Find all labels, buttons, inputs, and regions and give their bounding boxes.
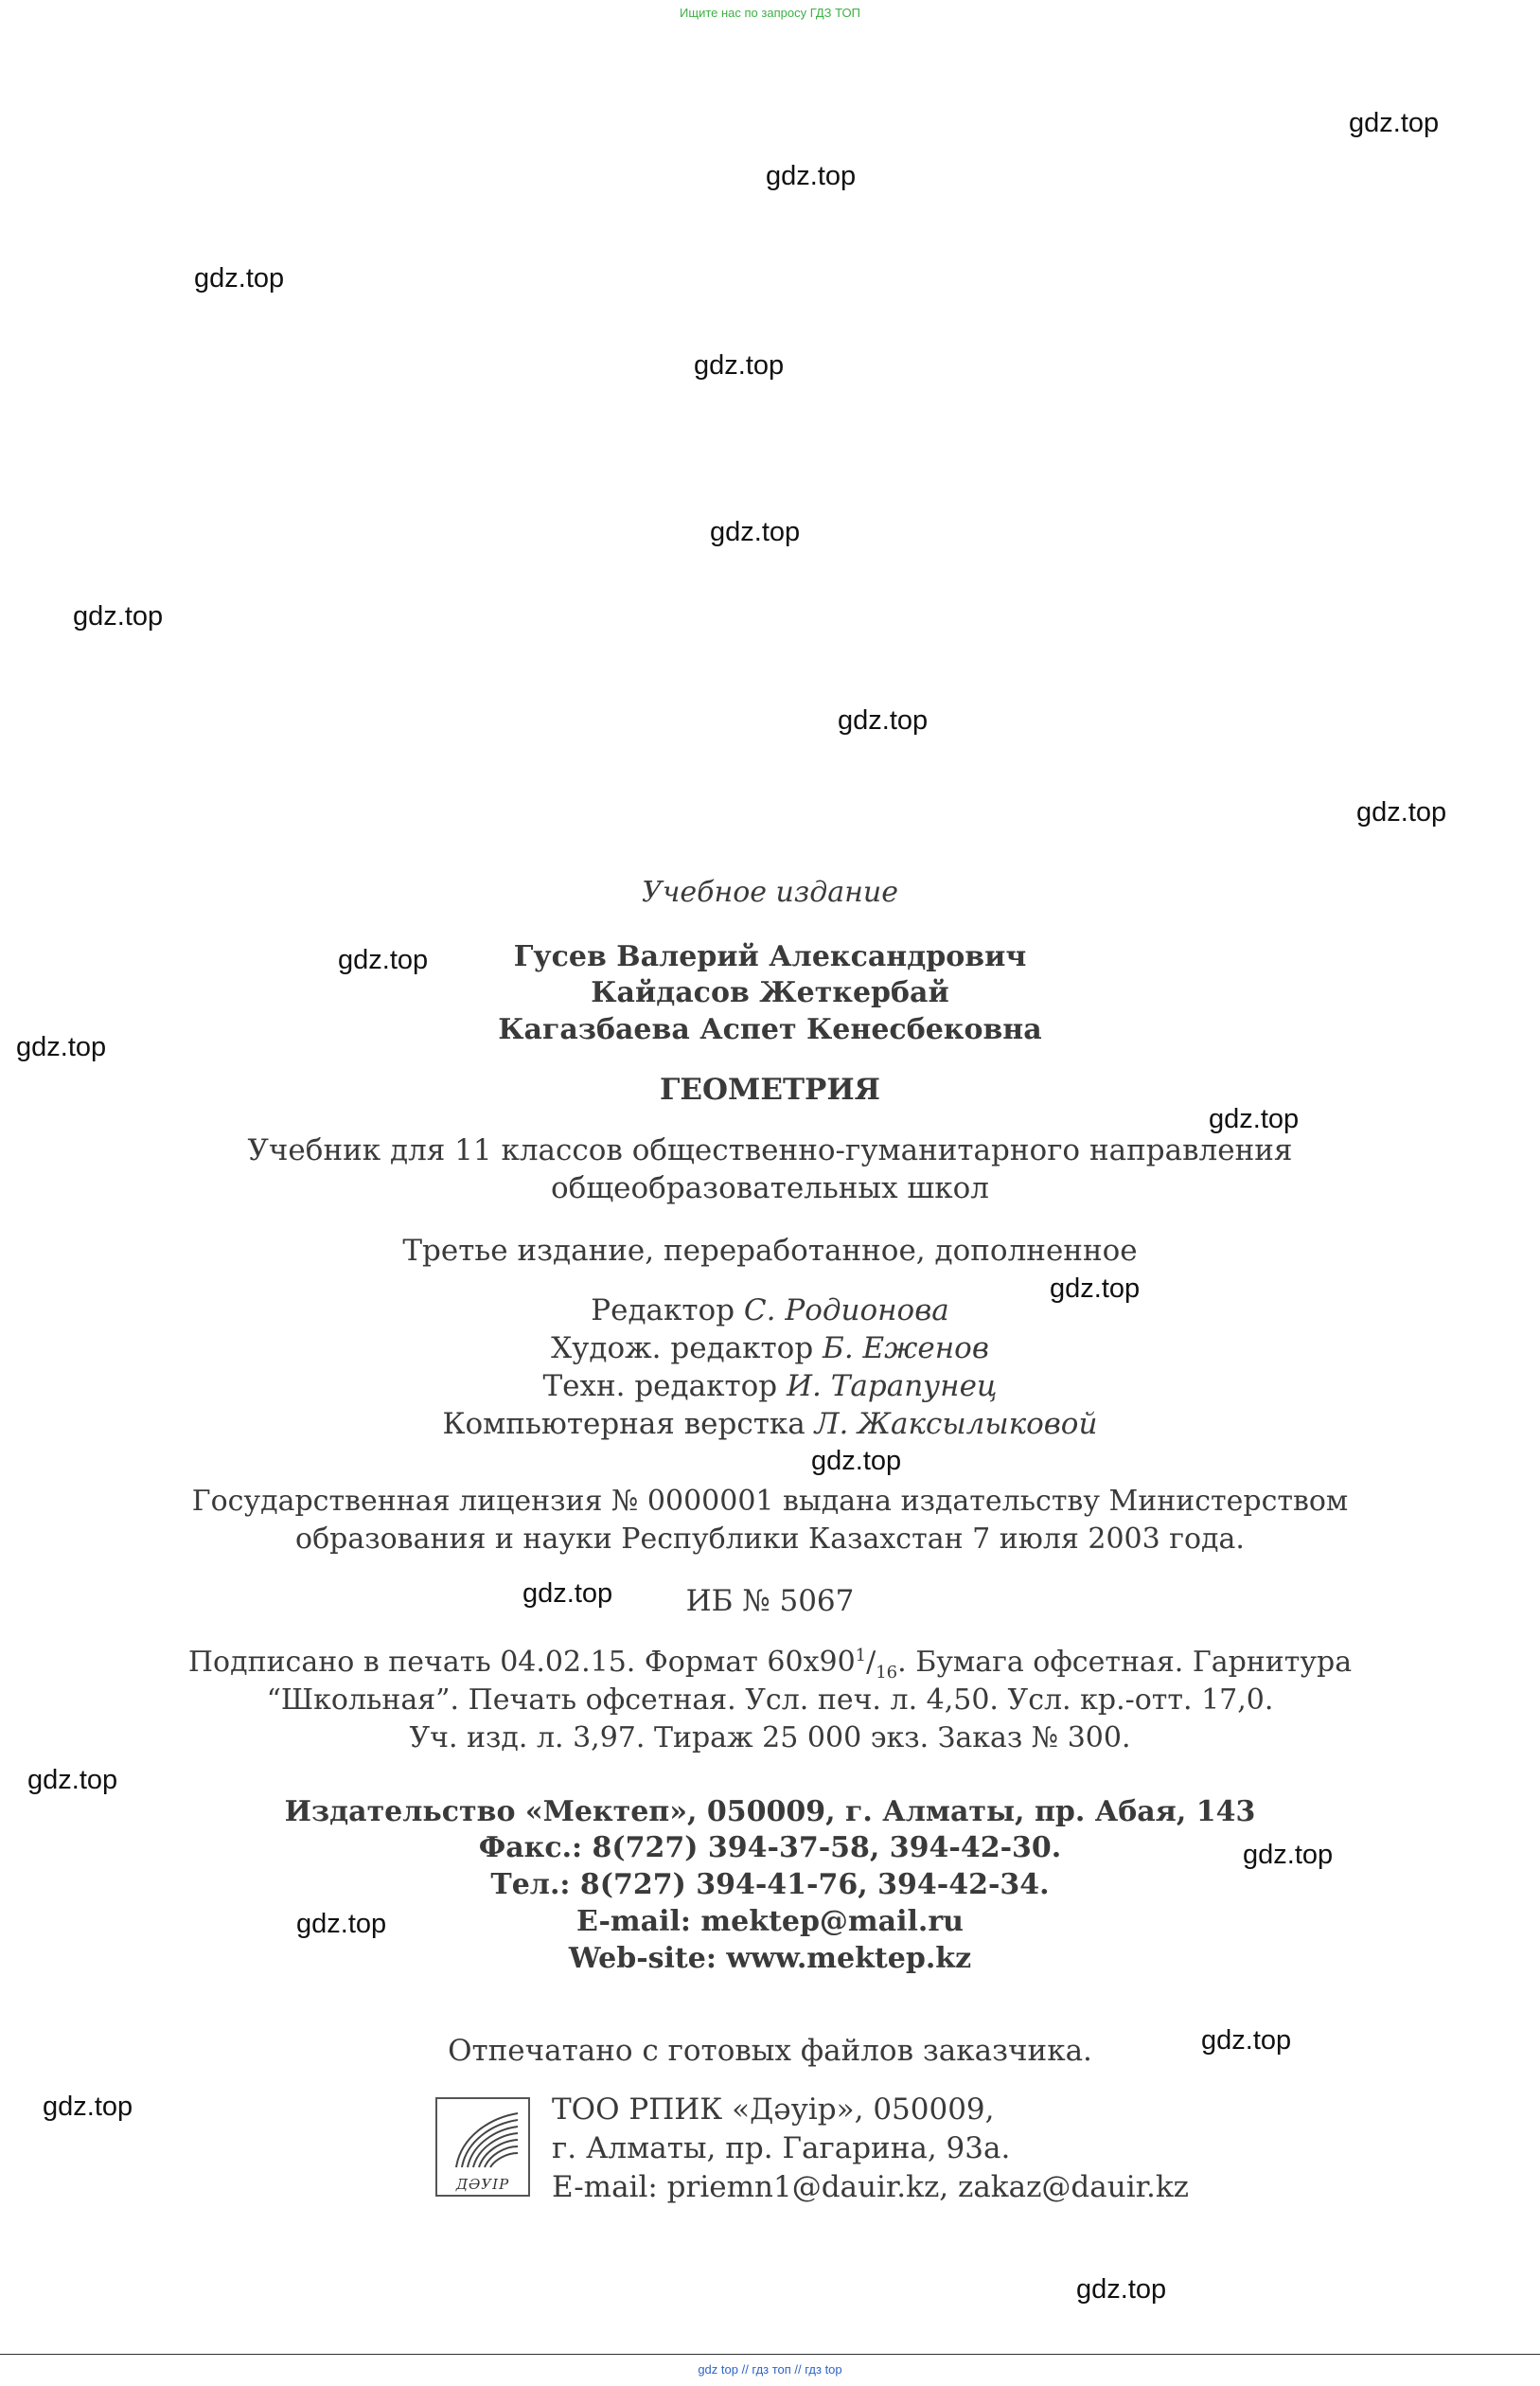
print-info-text: Подписано в печать 04.02.15. Формат 60x90 [187,1646,856,1679]
publisher-address: Издательство «Мектеп», 050009, г. Алматы, пр. Абая, 143 [284,1795,1256,1828]
credit-label: Худож. редактор [551,1331,814,1365]
watermark: gdz.top [1349,108,1440,138]
watermark: gdz.top [27,1765,118,1795]
watermark: gdz.top [522,1578,613,1609]
credit-name: И. Тарапунец [786,1369,998,1403]
publisher-website[interactable]: Web-site: www.mektep.kz [568,1942,972,1975]
credit-name: Л. Жаксылыковой [814,1407,1098,1441]
format-superscript: 1 [855,1646,867,1665]
ib-number: ИБ № 5067 [685,1584,855,1618]
watermark: gdz.top [1076,2274,1167,2305]
watermark: gdz.top [338,945,429,975]
credit-art-editor [0,1331,1540,1365]
watermark: gdz.top [811,1446,902,1476]
printer-line1: ТОО РПИК «Дәуір», 050009, [552,2092,995,2127]
format-slash: / [866,1646,876,1679]
watermark: gdz.top [694,350,785,381]
book-subtitle-line2: общеобразовательных школ [551,1171,989,1205]
watermark: gdz.top [296,1909,387,1939]
print-info-line2: “Школьная”. Печать офсетная. Усл. печ. л. 4,50. Усл. кр.-отт. 17,0. [266,1683,1274,1717]
printed-note: Отпечатано с готовых файлов заказчика. [448,2034,1092,2068]
credit-label: Техн. редактор [542,1369,778,1403]
watermark: gdz.top [766,161,857,191]
printer-logo-graphic-icon [437,2099,528,2175]
author-3: Кагазбаева Аспет Кенесбековна [498,1013,1042,1046]
publisher-email[interactable]: E-mail: mektep@mail.ru [576,1905,964,1938]
watermark: gdz.top [73,601,164,632]
footer-links[interactable]: gdz top // гдз топ // гдз top [698,2362,842,2377]
watermark: gdz.top [43,2092,133,2122]
watermark: gdz.top [1209,1104,1300,1134]
printer-logo [435,2097,530,2197]
credit-editor [0,1293,1540,1327]
watermark: gdz.top [1201,2025,1292,2056]
printer-line2: г. Алматы, пр. Гагарина, 93а. [552,2131,1011,2165]
printer-logo-text: ДӘУІР [455,2176,510,2193]
author-1: Гусев Валерий Александрович [513,940,1027,973]
book-title: ГЕОМЕТРИЯ [660,1073,880,1107]
top-search-banner[interactable]: Ищите нас по запросу ГДЗ ТОП [680,6,860,20]
edition-type: Учебное издание [642,876,898,909]
format-subscript: 16 [876,1663,898,1683]
print-info-text: . Бумага офсетная. Гарнитура [897,1646,1353,1679]
credit-name: С. Родионова [743,1293,949,1327]
credit-label: Редактор [591,1293,735,1327]
watermark: gdz.top [838,705,929,736]
watermark: gdz.top [16,1032,107,1062]
author-2: Кайдасов Жеткербай [591,976,949,1009]
publisher-tel: Тел.: 8(727) 394-41-76, 394-42-34. [490,1868,1050,1901]
printer-email[interactable]: E-mail: priemn1@dauir.kz, zakaz@dauir.kz [552,2170,1189,2204]
credit-name: Б. Еженов [823,1331,989,1365]
watermark: gdz.top [194,263,285,294]
credit-tech-editor [0,1369,1540,1403]
credit-layout [0,1407,1540,1441]
watermark: gdz.top [710,517,801,547]
edition-note: Третье издание, переработанное, дополненное [402,1234,1138,1268]
footer-divider [0,2354,1540,2355]
book-subtitle-line1: Учебник для 11 классов общественно-гуманитарного направления [247,1133,1293,1167]
watermark: gdz.top [1356,797,1447,828]
credit-label: Компьютерная верстка [442,1407,805,1441]
publisher-fax: Факс.: 8(727) 394-37-58, 394-42-30. [478,1831,1062,1864]
watermark: gdz.top [1050,1273,1141,1304]
print-info-line3: Уч. изд. л. 3,97. Тираж 25 000 экз. Заказ № 300. [409,1721,1131,1754]
license-line1: Государственная лицензия № 0000001 выдана издательству Министерством [191,1485,1349,1518]
license-line2: образования и науки Республики Казахстан 7 июля 2003 года. [295,1522,1245,1556]
print-info-line1 [0,1646,1540,1683]
watermark: gdz.top [1243,1840,1334,1870]
